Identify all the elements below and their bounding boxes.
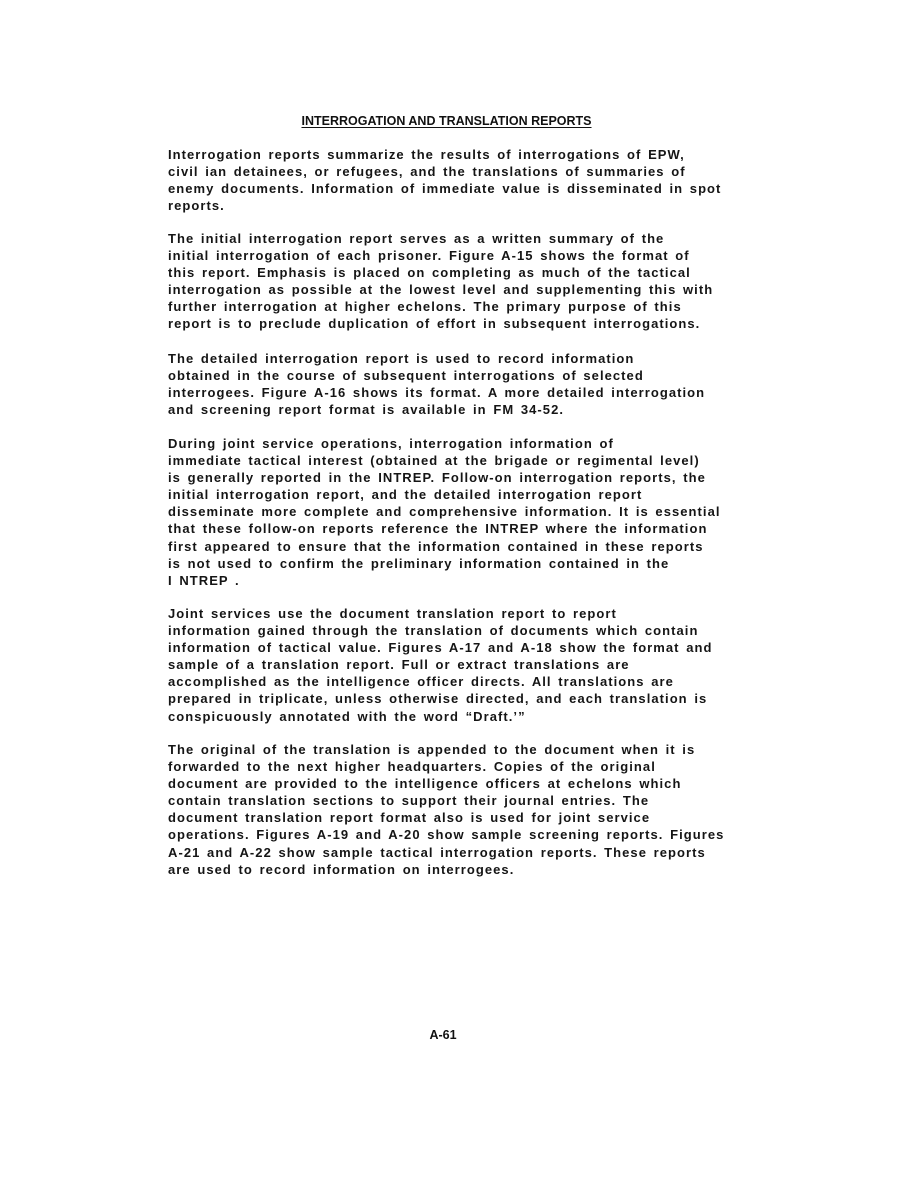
text-line: are used to record information on interrogees.	[168, 861, 515, 877]
page-number: A-61	[429, 1028, 457, 1042]
text-line: report is to preclude duplication of effort in subsequent interrogations.	[168, 316, 701, 332]
text-line: obtained in the course of subsequent interrogations of selected	[168, 368, 644, 384]
paragraph-document-translation-report	[135, 605, 765, 725]
text-line: first appeared to ensure that the information contained in these reports	[168, 538, 704, 554]
text-line: prepared in triplicate, unless otherwise directed, and each translation is	[168, 691, 708, 707]
text-line: initial interrogation report, and the detailed interrogation report	[168, 487, 643, 503]
text-line: I NTREP .	[168, 572, 240, 588]
text-line: operations. Figures A-19 and A-20 show sample screening reports. Figures	[168, 827, 725, 843]
text-line: contain translation sections to support their journal entries. The	[168, 793, 650, 809]
text-line: is generally reported in the INTREP. Follow-on interrogation reports, the	[168, 470, 706, 486]
paragraph-initial-interrogation-report	[135, 230, 765, 333]
paragraph-interrogation-reports	[135, 146, 765, 214]
text-line: sample of a translation report. Full or extract translations are	[168, 657, 630, 673]
text-line: The detailed interrogation report is used to record information	[168, 351, 635, 366]
text-line: information of tactical value. Figures A-17 and A-18 show the format and	[168, 640, 713, 656]
text-line: A-21 and A-22 show sample tactical interrogation reports. These reports	[168, 844, 706, 860]
text-line: forwarded to the next higher headquarters. Copies of the original	[168, 759, 656, 775]
text-line: conspicuously annotated with the word “Draft.’”	[168, 708, 526, 724]
page-title	[0, 114, 893, 128]
text-line: Joint services use the document translation report to report	[168, 606, 617, 621]
text-line: information gained through the translation of documents which contain	[168, 623, 699, 639]
text-line: enemy documents. Information of immediate value is disseminated in spot	[168, 181, 722, 197]
text-line: civil ian detainees, or refugees, and the translations of summaries of	[168, 164, 686, 180]
text-line: this report. Emphasis is placed on completing as much of the tactical	[168, 265, 691, 281]
page-title-text: INTERROGATION AND TRANSLATION REPORTS	[301, 114, 592, 128]
text-line: accomplished as the intelligence officer directs. All translations are	[168, 674, 674, 690]
text-line: disseminate more complete and comprehensive information. It is essential	[168, 504, 721, 520]
text-line: initial interrogation of each prisoner. Figure A-15 shows the format of	[168, 248, 690, 264]
paragraph-detailed-interrogation-report	[135, 350, 765, 418]
text-line: document translation report format also is used for joint service	[168, 810, 651, 826]
text-line: During joint service operations, interrogation information of	[168, 436, 614, 451]
paragraph-joint-service-operations	[135, 435, 765, 589]
text-line: further interrogation at higher echelons. The primary purpose of this	[168, 299, 682, 315]
text-line: and screening report format is available in FM 34-52.	[168, 402, 565, 418]
text-line: immediate tactical interest (obtained at the brigade or regimental level)	[168, 453, 700, 469]
text-line: The initial interrogation report serves as a written summary of the	[168, 231, 665, 246]
text-line: document are provided to the intelligence officers at echelons which	[168, 776, 682, 792]
text-line: is not used to confirm the preliminary information contained in the	[168, 555, 670, 571]
text-line: reports.	[168, 198, 225, 214]
paragraph-original-translation	[135, 741, 765, 878]
text-line: Interrogation reports summarize the results of interrogations of EPW,	[168, 147, 685, 162]
text-line: The original of the translation is appended to the document when it is	[168, 742, 696, 757]
text-line: interrogees. Figure A-16 shows its format. A more detailed interrogation	[168, 385, 706, 401]
text-line: interrogation as possible at the lowest level and supplementing this with	[168, 282, 714, 298]
text-line: that these follow-on reports reference the INTREP where the information	[168, 521, 708, 537]
